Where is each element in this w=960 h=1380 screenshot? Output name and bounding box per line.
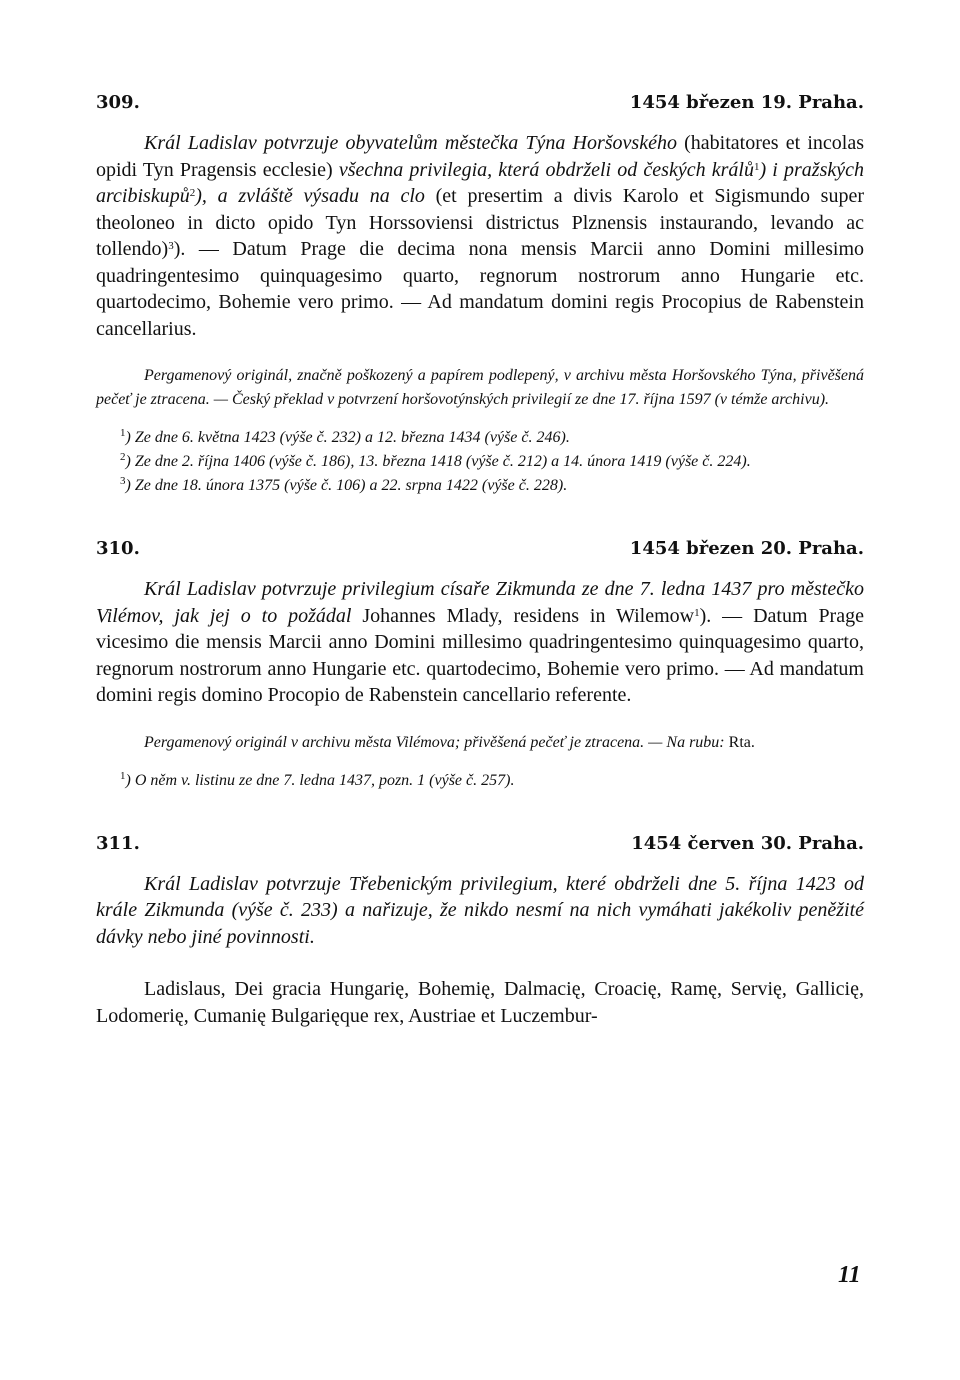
entry-number: 309. xyxy=(96,92,140,113)
entry-309 xyxy=(96,92,864,498)
entry-date: 1454 březen 19. Praha. xyxy=(629,92,864,113)
footnote: $^2$) Ze dne 2. října 1406 (výše č. 186), 13. března 1418 (výše č. 212) a 14. února 1419 (výše č. 224). xyxy=(120,451,751,470)
document-page xyxy=(96,92,864,1029)
regest: Král Ladislav potvrzuje obyvatelům městečka Týna Horšovského (habitatores et incolas opidi Tyn Pragensis ecclesie) všechna privilegia, která obdrželi od českých králů$^1$) i pražských arcibiskupů$^2$), a zvláště výsadu na clo (et presertim a divis Karolo et Sigismundo super theoloneo in dicto opido Tyn Horssoviensi districtus Plznensis instaurando, levando ac tollendo)$^3$). — Datum Prage die decima nona mensis Marcii anno Domini millesimo quadringentesimo quinquagesimo quarto, regnorum nostrorum anno Hungarie etc. quartodecimo, Bohemie vero primo. — Ad mandatum domini regis Procopius de Rabenstein cancellarius. xyxy=(96,132,864,340)
entry-header xyxy=(96,92,864,114)
entry-date: 1454 červen 30. Praha. xyxy=(631,832,864,854)
footnote: $^1$) Ze dne 6. května 1423 (výše č. 232) a 12. března 1434 (výše č. 246). xyxy=(120,427,570,446)
entry-number: 311. xyxy=(96,832,140,854)
document-text: Ladislaus, Dei gracia Hungarię, Bohemię, Dalmacię, Croacię, Ramę, Servię, Gallicię, Lodomerię, Cumanię Bulgarięque rex, Austriae et Luczembur- xyxy=(96,978,864,1027)
entry-header xyxy=(96,833,864,855)
footnote: $^3$) Ze dne 18. února 1375 (výše č. 106) a 22. srpna 1422 (výše č. 228). xyxy=(120,475,568,494)
regest: Král Ladislav potvrzuje privilegium císaře Zikmunda ze dne 7. ledna 1437 pro městečko Vilémov, jak jej o to požádal Johannes Mlady, residens in Wilemow$^1$). — Datum Prage vicesimo die mensis Marcii anno Domini millesimo quadringentesimo quinquagesimo quarto, regnorum nostrorum anno Hungarie etc. quartodecimo, Bohemie vero primo. — Ad mandatum domini regis domino Procopio de Rabenstein cancellario referente. xyxy=(96,578,864,706)
entry-date: 1454 březen 20. Praha. xyxy=(629,538,864,559)
entry-header xyxy=(96,538,864,560)
archival-note: Pergamenový originál, značně poškozený a papírem podlepený, v archivu města Horšovského Týna, přivěšená pečeť je ztracena. — Český překlad v potvrzení horšovotýnských privilegií ze dne 17. října 1597 (v témže archivu). xyxy=(96,367,864,408)
entry-number: 310. xyxy=(96,538,140,559)
regest: Král Ladislav potvrzuje Třebenickým privilegium, které obdrželi dne 5. října 1423 od krále Zikmunda (výše č. 233) a nařizuje, že nikdo nesmí na nich vymáhati jakékoliv peněžité dávky nebo jiné povinnosti. xyxy=(96,872,864,948)
page-number: 11 xyxy=(838,1262,861,1288)
entry-311 xyxy=(96,833,864,1030)
footnote: $^1$) O něm v. listinu ze dne 7. ledna 1437, pozn. 1 (výše č. 257). xyxy=(120,769,515,789)
archival-note: Pergamenový originál v archivu města Vilémova; přivěšená pečeť je ztracena. — Na rubu: Rta. xyxy=(144,733,755,751)
entry-310 xyxy=(96,538,864,793)
